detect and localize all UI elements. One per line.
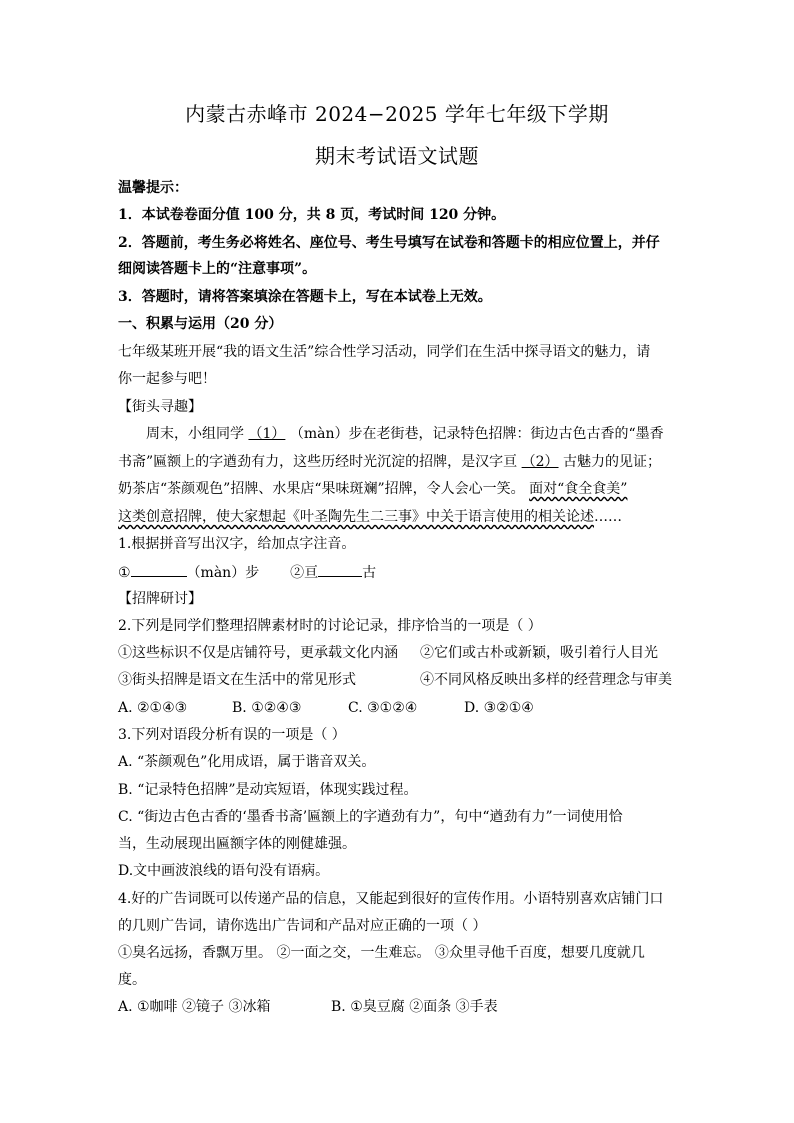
title-line-2: 期末考试语文试题	[315, 144, 479, 168]
question-4-stem: 4.好的广告词既可以传递产品的信息，又能起到很好的宣传作用。小语特别喜欢店铺门口	[118, 891, 664, 907]
passage-text: 书斋”匾额上的字遒劲有力，这些历经时光沉淀的招牌，是汉字亘	[118, 454, 518, 470]
q1-answer-blank-1[interactable]	[131, 562, 187, 577]
q1-item-a-tail: （màn）步	[186, 565, 260, 581]
q2-option-a[interactable]: A. ②①④③	[118, 700, 188, 716]
q2-statement-2: ②它们或古朴或新颖，吸引着行人目光	[420, 645, 658, 661]
wavy-sentence: 面对“食全食美”	[529, 481, 628, 497]
wavy-sentence: 这类创意招牌，使大家想起《叶圣陶先生二三事》中关于语言使用的相关论述	[118, 509, 594, 525]
q2-statement-3: ③街头招牌是语文在生活中的常见形式	[118, 672, 356, 688]
passage-line-3	[118, 479, 627, 499]
tip-3: 3．答题时，请将答案填涂在答题卡上，写在本试卷上无效。	[118, 289, 492, 305]
passage-text: 古魅力的见证；	[562, 454, 661, 470]
q4-option-b[interactable]: B. ①臭豆腐 ②面条 ③手表	[331, 999, 498, 1015]
tip-2-cont: 细阅读答题卡上的“注意事项”。	[118, 261, 317, 277]
passage-text: 周末，小组同学	[146, 426, 244, 442]
q1-item-b-tail: 古	[362, 565, 377, 581]
question-3-stem: 3.下列对语段分析有误的一项是（ ）	[118, 727, 346, 743]
question-1-items	[118, 562, 376, 583]
q2-statement-1: ①这些标识不仅是店铺符号，更承载文化内涵	[118, 645, 398, 661]
question-1-stem: 1.根据拼音写出汉字，给加点字注音。	[118, 536, 356, 552]
passage-text: 奶茶店“茶颜观色”招牌、水果店“果味斑斓”招牌，令人会心一笑。	[118, 481, 525, 497]
block-2-heading: 【招牌研讨】	[118, 591, 202, 607]
q1-item-b-num: ②亘	[290, 565, 319, 581]
passage-text: ……	[594, 509, 622, 525]
title-line-1: 内蒙古赤峰市 2024−2025 学年七年级下学期	[185, 102, 609, 126]
passage-line-2	[118, 452, 661, 472]
passage-line-1	[146, 424, 664, 444]
q3-option-d[interactable]: D.文中画波浪线的语句没有语病。	[118, 863, 330, 879]
q1-item-a-num: ①	[118, 565, 131, 581]
tips-header: 温馨提示：	[118, 180, 188, 196]
passage-line-4	[118, 507, 622, 527]
section-1-heading: 一、积累与运用（20 分）	[118, 316, 283, 332]
intro-line-2: 你一起参与吧！	[118, 371, 216, 387]
block-1-heading: 【街头寻趣】	[118, 399, 202, 415]
tip-2: 2．答题前，考生务必将姓名、座位号、考生号填写在试卷和答题卡的相应位置上，并仔	[118, 235, 660, 251]
blank-1-marker: （1）	[248, 426, 286, 442]
intro-line-1: 七年级某班开展“我的语文生活”综合性学习活动，同学们在生活中探寻语文的魅力，请	[118, 344, 651, 360]
q4-slogans: ①臭名远扬，香飘万里。 ②一面之交，一生难忘。 ③众里寻他千百度，想要几度就几	[118, 945, 645, 961]
q2-option-d[interactable]: D. ③②①④	[464, 700, 534, 716]
q3-option-a[interactable]: A. “茶颜观色”化用成语，属于谐音双关。	[118, 754, 376, 770]
q4-slogans-cont: 度。	[118, 972, 146, 988]
q2-statement-4: ④不同风格反映出多样的经营理念与审美	[420, 672, 672, 688]
blank-2-marker: （2）	[521, 454, 559, 470]
question-4-stem-cont: 的几则广告词，请你选出广告词和产品对应正确的一项（ ）	[118, 918, 487, 934]
q3-option-c-cont: 当，生动展现出匾额字体的刚健雄强。	[118, 836, 356, 852]
passage-text: （màn）步在老街巷，记录特色招牌：街边古色古香的“墨香	[289, 426, 664, 442]
q3-option-b[interactable]: B. “记录特色招牌”是动宾短语，体现实践过程。	[118, 782, 418, 798]
question-2-stem: 2.下列是同学们整理招牌素材时的讨论记录，排序恰当的一项是（ ）	[118, 618, 542, 634]
q2-option-b[interactable]: B. ①②④③	[232, 700, 302, 716]
q3-option-c[interactable]: C. “街边古色古香的‘墨香书斋’匾额上的字遒劲有力”，句中“遒劲有力”一词使用恰	[118, 809, 623, 825]
tip-1: 1．本试卷卷面分值 100 分，共 8 页，考试时间 120 分钟。	[118, 207, 506, 223]
q4-option-a[interactable]: A. ①咖啡 ②镜子 ③冰箱	[118, 999, 271, 1015]
q1-answer-blank-2[interactable]	[318, 562, 362, 577]
q2-option-c[interactable]: C. ③①②④	[348, 700, 418, 716]
